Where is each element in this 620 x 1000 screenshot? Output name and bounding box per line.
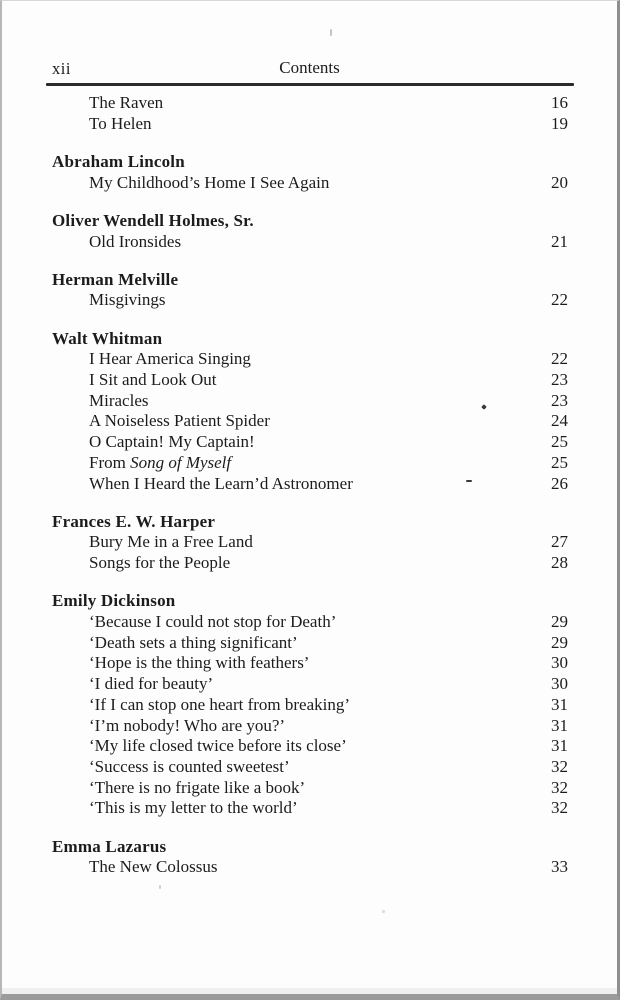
author-heading: Emma Lazarus (52, 836, 167, 856)
poem-title: I Sit and Look Out (89, 370, 217, 390)
toc-entry (52, 453, 568, 474)
toc-entry (52, 474, 568, 495)
poem-title: Miracles (89, 390, 149, 410)
poem-title: ‘I’m nobody! Who are you?’ (89, 715, 286, 735)
toc-section (52, 152, 568, 193)
toc-entry (52, 114, 568, 135)
toc-section (52, 93, 568, 134)
toc-entry (52, 173, 568, 194)
running-head (50, 58, 569, 80)
poem-title: Old Ironsides (89, 231, 182, 251)
page-number: 27 (551, 532, 568, 552)
toc-entry (52, 857, 568, 878)
page-number: 22 (551, 290, 568, 310)
poem-title: My Childhood’s Home I See Again (89, 172, 330, 192)
poem-title: ‘If I can stop one heart from breaking’ (89, 694, 351, 714)
toc-entry (52, 757, 568, 778)
poem-title: ‘This is my letter to the world’ (89, 798, 298, 818)
page-number: 31 (551, 694, 568, 714)
poem-title: The Raven (89, 93, 164, 112)
poem-title: ‘Hope is the thing with feathers’ (89, 653, 310, 673)
toc-entry (52, 798, 568, 819)
poem-title: To Helen (89, 113, 152, 133)
author-heading: Oliver Wendell Holmes, Sr. (52, 210, 254, 230)
page-number: 16 (551, 93, 568, 112)
toc-entry (52, 290, 568, 311)
poem-title: I Hear America Singing (89, 349, 251, 369)
author-heading: Emily Dickinson (52, 591, 176, 611)
scan-speck (466, 480, 472, 482)
page-number: 21 (551, 231, 568, 251)
page-number: 32 (551, 798, 568, 818)
page-number: 31 (551, 715, 568, 735)
toc-entry (52, 532, 568, 553)
page-number: 28 (551, 553, 568, 573)
toc-entry (52, 716, 568, 737)
scan-speck (382, 910, 385, 913)
poem-title: The New Colossus (89, 857, 218, 877)
poem-title: ‘My life closed twice before its close’ (89, 736, 347, 756)
toc-entry (52, 370, 568, 391)
author-heading: Abraham Lincoln (52, 151, 185, 171)
poem-title: From Song of Myself (89, 452, 232, 472)
page-number: 22 (551, 349, 568, 369)
page-number: 23 (551, 390, 568, 410)
page-number: 32 (551, 756, 568, 776)
toc-entry (52, 411, 568, 432)
poem-title: Misgivings (89, 290, 166, 310)
author-heading: Herman Melville (52, 269, 179, 289)
poem-title: ‘Death sets a thing significant’ (89, 632, 298, 652)
page-number: 23 (551, 370, 568, 390)
toc-section (52, 837, 568, 878)
toc-entry (52, 695, 568, 716)
toc-section (52, 329, 568, 495)
toc-section (52, 512, 568, 574)
page-title: Contents (279, 58, 340, 77)
page-number: 25 (551, 452, 568, 472)
toc-entry (52, 653, 568, 674)
header-rule (46, 83, 574, 86)
page-number: 20 (551, 172, 568, 192)
page-number: 26 (551, 473, 568, 493)
toc-entry (52, 232, 568, 253)
toc-entry (52, 349, 568, 370)
toc-entry (52, 93, 568, 114)
page-number: 30 (551, 674, 568, 694)
toc-entry (52, 612, 568, 633)
toc-entry (52, 391, 568, 412)
toc-section (52, 270, 568, 311)
poem-title: ‘Because I could not stop for Death’ (89, 612, 337, 632)
page-number: 19 (551, 113, 568, 133)
toc-entry (52, 432, 568, 453)
toc-entry (52, 778, 568, 799)
poem-title: ‘There is no frigate like a book’ (89, 777, 306, 797)
page-number: 24 (551, 411, 568, 431)
poem-title: Bury Me in a Free Land (89, 532, 253, 552)
page-folio: xii (52, 59, 71, 78)
scan-speck (159, 885, 161, 889)
toc-section (52, 211, 568, 252)
poem-title: ‘I died for beauty’ (89, 674, 214, 694)
page-number: 25 (551, 432, 568, 452)
poem-title: A Noiseless Patient Spider (89, 411, 270, 431)
author-heading: Frances E. W. Harper (52, 511, 216, 531)
toc-entry (52, 674, 568, 695)
toc-entry (52, 736, 568, 757)
poem-title: O Captain! My Captain! (89, 432, 255, 452)
toc-section (52, 591, 568, 819)
poem-title: Songs for the People (89, 553, 231, 573)
toc-entry (52, 633, 568, 654)
page-number: 29 (551, 632, 568, 652)
scan-speck (330, 29, 332, 36)
page-number: 33 (551, 857, 568, 877)
poem-title: ‘Success is counted sweetest’ (89, 756, 290, 776)
page-number: 32 (551, 777, 568, 797)
toc-entry (52, 553, 568, 574)
page-number: 30 (551, 653, 568, 673)
author-heading: Walt Whitman (52, 328, 163, 348)
poem-title-italic: Song of Myself (130, 452, 232, 472)
poem-title: When I Heard the Learn’d Astronomer (89, 473, 353, 493)
page-number: 29 (551, 612, 568, 632)
toc (52, 93, 568, 878)
page-number: 31 (551, 736, 568, 756)
